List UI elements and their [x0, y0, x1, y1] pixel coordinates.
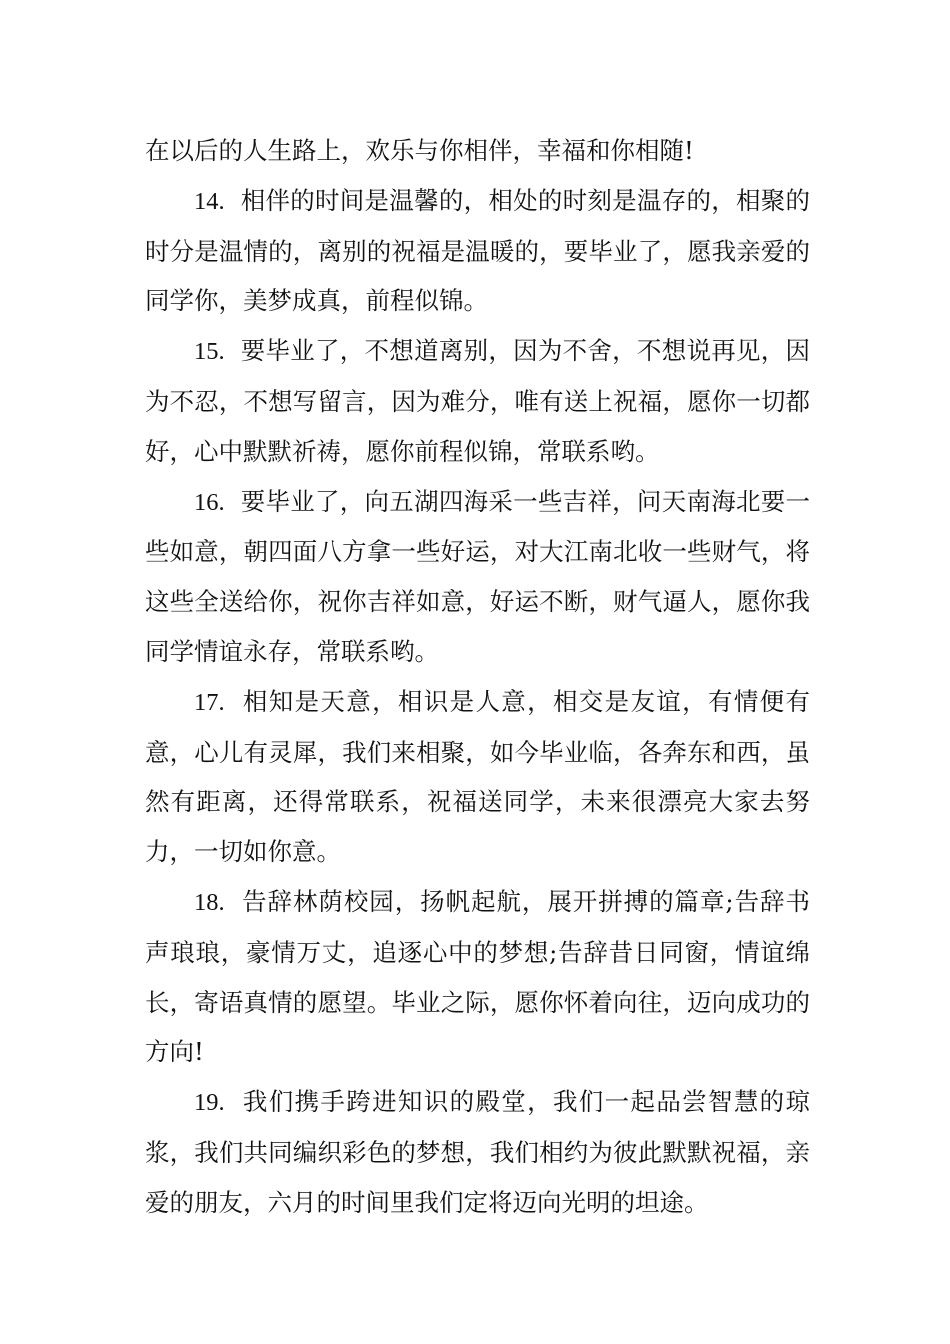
- item-text: 我们携手跨进知识的殿堂，我们一起品尝智慧的琼浆，我们共同编织彩色的梦想，我们相约为彼此默默祝福，亲爱的朋友，六月的时间里我们定将迈向光明的坦途。: [145, 1087, 811, 1217]
- item-text: 相知是天意，相识是人意，相交是友谊，有情便有意，心儿有灵犀，我们来相聚，如今毕业临，各奔东和西，虽然有距离，还得常联系，祝福送同学，未来很漂亮大家去努力，一切如你意。: [145, 686, 811, 867]
- list-item: [145, 176, 810, 326]
- item-number: 15.: [194, 338, 225, 366]
- item-text: 相伴的时间是温馨的，相处的时刻是温存的，相聚的时分是温情的，离别的祝福是温暖的，要毕业了，愿我亲爱的同学你，美梦成真，前程似锦。: [145, 185, 811, 316]
- list-item: [145, 1077, 810, 1227]
- list-item: [145, 326, 810, 476]
- item-text: 要毕业了，不想道离别，因为不舍，不想说再见，因为不忍，不想写留言，因为难分，唯有送上祝福，愿你一切都好，心中默默祈祷，愿你前程似锦，常联系哟。: [145, 336, 811, 466]
- item-number: 19.: [194, 1089, 225, 1117]
- item-text: 要毕业了，向五湖四海采一些吉祥，问天南海北要一些如意，朝四面八方拿一些好运，对大江南北收一些财气，将这些全送给你，祝你吉祥如意，好运不断，财气逼人，愿你我同学情谊永存，常联系哟。: [145, 486, 811, 666]
- item-number: 16.: [194, 488, 225, 516]
- list-item: [145, 477, 810, 677]
- item-number: 14.: [194, 187, 225, 215]
- continuation-paragraph: 在以后的人生路上，欢乐与你相伴，幸福和你相随!: [145, 136, 694, 165]
- item-text: 告辞林荫校园，扬帆起航，展开拼搏的篇章;告辞书声琅琅，豪情万丈，追逐心中的梦想;告辞昔日同窗，情谊绵长，寄语真情的愿望。毕业之际，愿你怀着向往，迈向成功的方向!: [145, 886, 810, 1067]
- list-item: [145, 877, 810, 1077]
- list-item: [145, 677, 810, 877]
- item-number: 17.: [194, 688, 225, 716]
- document-body: [145, 126, 810, 1228]
- item-number: 18.: [194, 888, 225, 916]
